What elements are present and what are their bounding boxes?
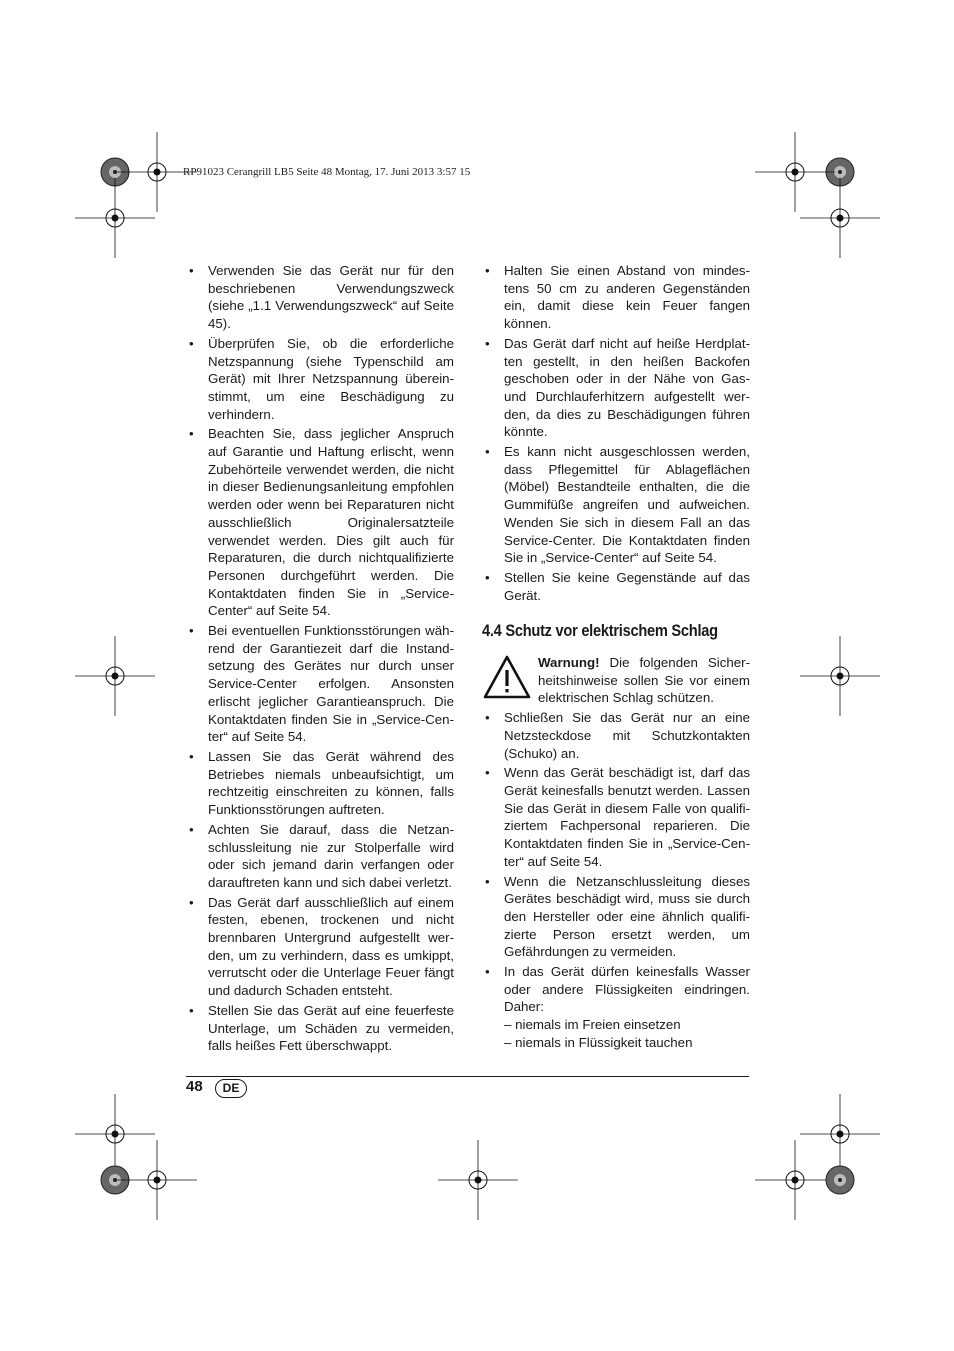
list-item: • Lassen Sie das Gerät während des Betriebes niemals unbeaufsichtigt, um rechtzeitig einschreiten zu können, falls Funktionsstörungen auftreten. bbox=[186, 748, 454, 819]
list-item: • Wenn die Netzanschlussleitung dieses Gerätes beschädigt wird, muss sie durch den Hersteller oder eine ähnlich qualifizierte Person ersetzt werden, um Gefährdungen zu vermeiden. bbox=[482, 873, 750, 962]
list-item bbox=[482, 963, 750, 1052]
safety-list-left bbox=[186, 262, 454, 1055]
left-column bbox=[186, 262, 454, 1057]
footer-divider bbox=[186, 1076, 749, 1077]
list-item: • Wenn das Gerät beschädigt ist, darf das Gerät keinesfalls benutzt werden. Lassen Sie das Gerät in diesem Falle von qualifiziertem Fachpersonal reparieren. Die Kontaktdaten finden Sie in „Service-Center“ auf Seite 54. bbox=[482, 764, 750, 870]
safety-list-right-top bbox=[482, 262, 750, 604]
list-item: • Stellen Sie das Gerät auf eine feuerfeste Unterlage, um Schäden zu vermeiden, falls heißes Fett überschwappt. bbox=[186, 1002, 454, 1055]
print-header-line: RP91023 Cerangrill LB5 Seite 48 Montag, 17. Juni 2013 3:57 15 bbox=[183, 166, 471, 178]
list-item: • Es kann nicht ausgeschlossen werden, dass Pflegemittel für Ablageflächen (Möbel) Bestandteile enthalten, die die Gummifüße angreifen und aufweichen. Wenden Sie sich in diesem Fall an das Service-Center. Die Kontaktdaten finden Sie in „Service-Center“ auf Seite 54. bbox=[482, 443, 750, 567]
list-item: • Bei eventuellen Funktionsstörungen während der Garantiezeit darf die Instandsetzung des Gerätes nur durch unser Service-Center erfolgen. Ansonsten erlischt jeglicher Garantieanspruch. Die Kontaktdaten finden Sie in „Service-Center“ auf Seite 54. bbox=[186, 622, 454, 746]
right-column bbox=[482, 262, 750, 1054]
warning-text: Die folgenden Sicherheitshinweise sollen Sie vor einem elektrischen Schlag schützen. bbox=[538, 655, 750, 706]
list-item: • Beachten Sie, dass jeglicher Anspruch auf Garantie und Haftung erlischt, wenn Zubehörteile verwendet werden, die nicht in dieser Bedienungsanleitung empfohlen werden oder wenn bei Reparaturen nicht ausschließlich Originalersatzteile verwendet werden. Dies gilt auch für Reparaturen, die durch nichtqualifizierte Personen durchgeführt werden. Die Kontaktdaten finden Sie in „Service-Center“ auf Seite 54. bbox=[186, 425, 454, 620]
list-item: • Überprüfen Sie, ob die erforderliche Netzspannung (siehe Typenschild am Gerät) mit Ihrer Netzspannung übereinstimmt, um eine Beschädigung zu verhindern. bbox=[186, 335, 454, 424]
sub-item: – niemals in Flüssigkeit tauchen bbox=[504, 1034, 693, 1050]
warning-triangle-icon bbox=[482, 654, 532, 700]
warning-label: Warnung! bbox=[538, 655, 600, 671]
list-item: • Verwenden Sie das Gerät nur für den beschriebenen Verwendungszweck (siehe „1.1 Verwendungszweck“ auf Seite 45). bbox=[186, 262, 454, 333]
page-number: 48 bbox=[186, 1078, 203, 1095]
list-item: • Achten Sie darauf, dass die Netzanschlussleitung nie zur Stolperfalle wird oder sich jemand darin verfangen oder darauftreten kann und sich dabei verletzt. bbox=[186, 821, 454, 892]
list-item: • Stellen Sie keine Gegenstände auf das Gerät. bbox=[482, 569, 750, 604]
language-badge: DE bbox=[215, 1079, 247, 1098]
list-item: • Schließen Sie das Gerät nur an eine Netzsteckdose mit Schutzkontakten (Schuko) an. bbox=[482, 709, 750, 762]
section-heading: 4.4 Schutz vor elektrischem Schlag bbox=[482, 621, 718, 641]
list-item-text: In das Gerät dürfen keinesfalls Wasser oder andere Flüssigkeiten eindringen. Daher: bbox=[504, 964, 750, 1015]
list-item: • Das Gerät darf nicht auf heiße Herdplatten gestellt, in den heißen Backofen geschoben oder in der Nähe von Gas- und Durchlauferhitzern aufgestellt werden, da dies zu Beschädigungen führen könnte. bbox=[482, 335, 750, 441]
list-item: • Das Gerät darf ausschließlich auf einem festen, ebenen, trockenen und nicht brennbaren Untergrund aufgestellt werden, um zu verhindern, dass es umkippt, verrutscht oder die Unterlage Feuer fängt und dadurch Schaden entsteht. bbox=[186, 894, 454, 1000]
list-item: • Halten Sie einen Abstand von mindestens 50 cm zu anderen Gegenständen ein, damit diese kein Feuer fangen können. bbox=[482, 262, 750, 333]
sub-item: – niemals im Freien einsetzen bbox=[504, 1017, 681, 1033]
warning-block bbox=[482, 654, 750, 707]
safety-list-right-bottom bbox=[482, 709, 750, 1051]
